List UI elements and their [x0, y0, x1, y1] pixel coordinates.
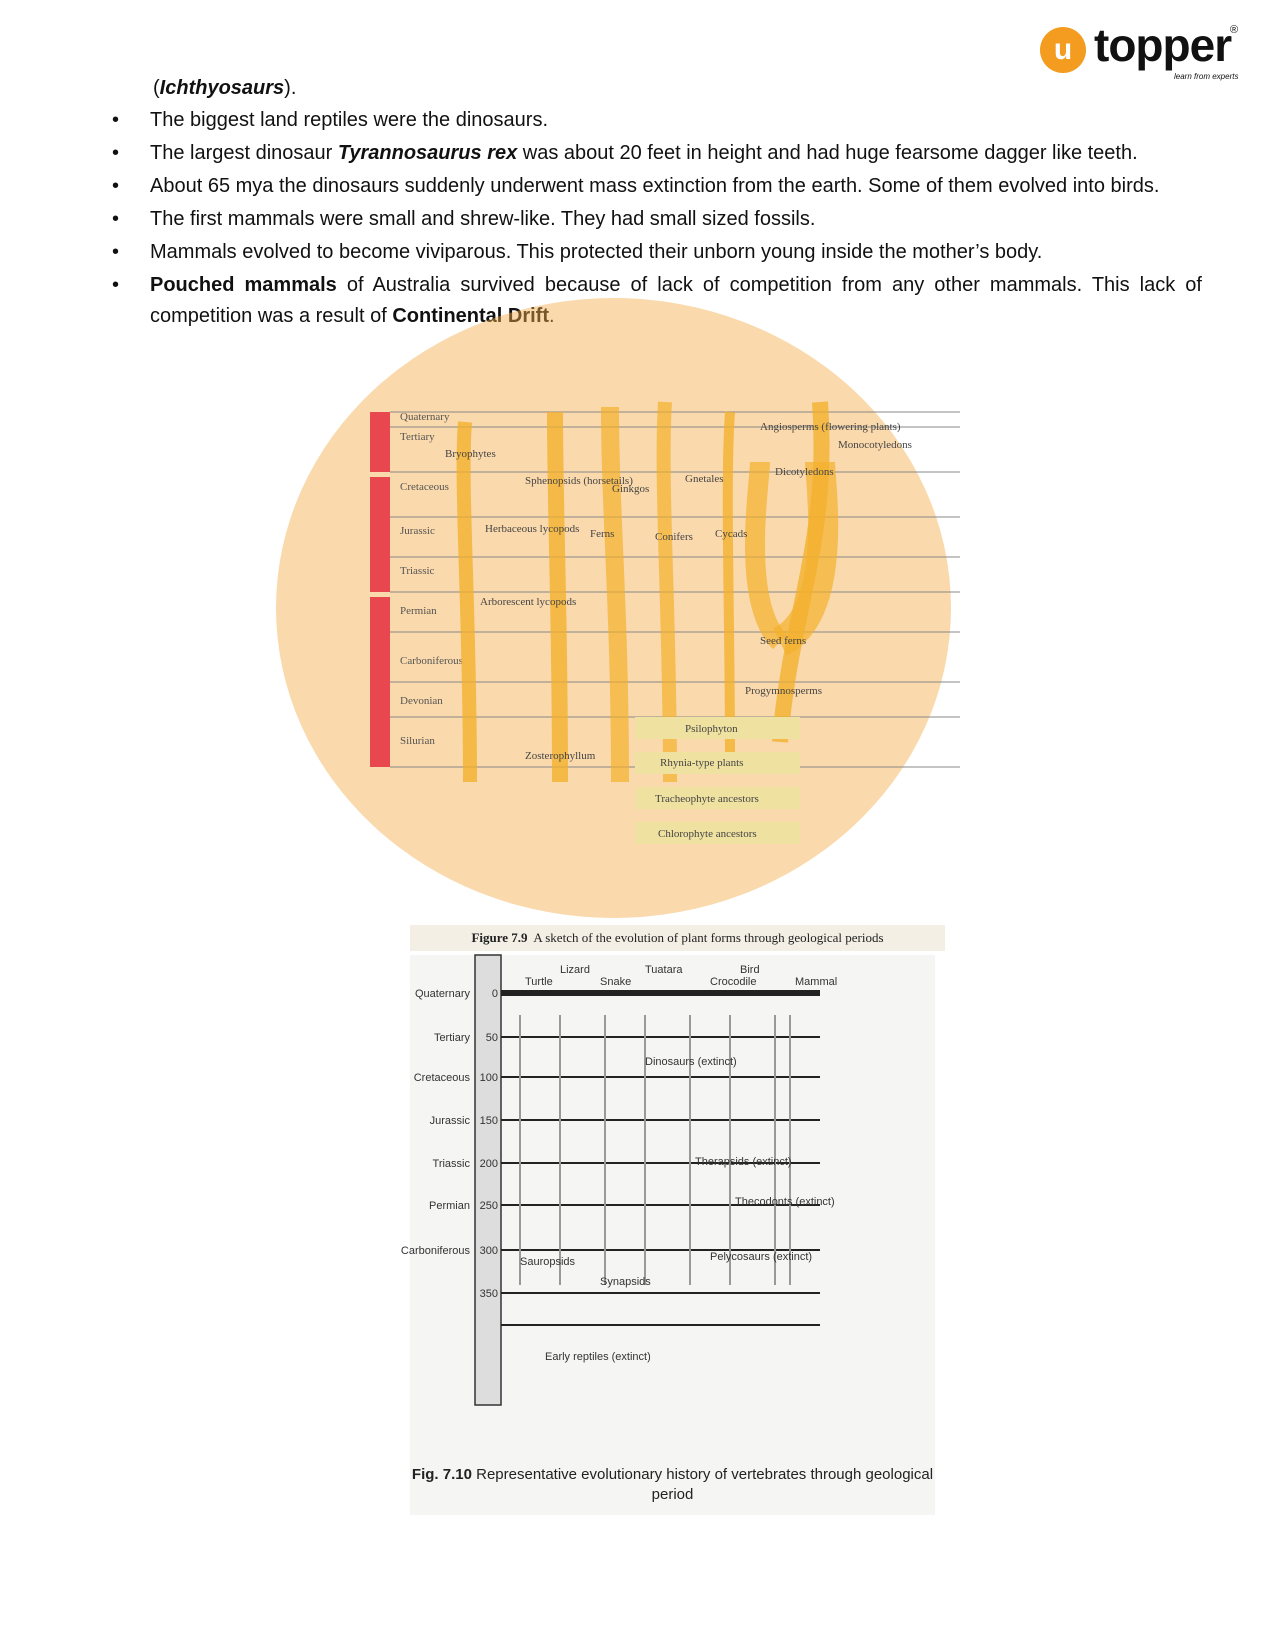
era-label: Carboniferous	[400, 655, 463, 667]
plant-label: Ginkgos	[612, 483, 650, 495]
bold-term: Pouched mammals	[150, 274, 337, 296]
plant-label: Tracheophyte ancestors	[655, 793, 759, 805]
bullet-item: • The largest dinosaur Tyrannosaurus rex was about 20 feet in height and had huge fearsome dagger like teeth.	[112, 138, 1202, 169]
plant-label: Cycads	[715, 528, 748, 540]
period-label: Cretaceous	[413, 1072, 470, 1084]
plant-label: Rhynia-type plants	[660, 757, 744, 769]
group-label: Therapsids (extinct)	[695, 1156, 792, 1168]
animal-label: Tuatara	[645, 964, 683, 976]
plant-label: Zosterophyllum	[525, 750, 596, 762]
figure-7-9-label: Figure 7.9	[471, 930, 528, 945]
animal-label: Lizard	[560, 964, 590, 976]
bold-term: Continental Drift	[392, 305, 549, 327]
plant-label: Angiosperms (flowering plants)	[760, 421, 901, 433]
era-label: Jurassic	[400, 525, 435, 537]
tick-label: 50	[485, 1032, 498, 1044]
logo-tagline: learn from experts	[1174, 72, 1239, 81]
bullet-dot: •	[112, 208, 120, 230]
logo-wordmark: topper	[1094, 19, 1232, 71]
period-label: Jurassic	[429, 1115, 470, 1127]
animal-label: Snake	[600, 976, 632, 988]
plant-label: Arborescent lycopods	[480, 596, 577, 608]
plant-evolution-figure	[360, 362, 980, 942]
era-label: Cretaceous	[400, 481, 449, 493]
animal-label: Mammal	[795, 976, 838, 988]
plant-label: Bryophytes	[445, 448, 496, 460]
tick-label: 0	[491, 988, 498, 1000]
period-label: Quaternary	[414, 988, 470, 1000]
tick-label: 300	[479, 1245, 498, 1257]
group-label: Pelycosaurs (extinct)	[710, 1251, 813, 1263]
figure-7-9-caption	[410, 925, 945, 951]
plant-label: Chlorophyte ancestors	[658, 828, 757, 840]
tick-label: 350	[479, 1288, 498, 1300]
plant-label: Ferns	[590, 528, 615, 540]
bullet-dot: •	[112, 241, 120, 263]
intro-text: (Ichthyosaurs).	[153, 77, 297, 99]
plant-label: Herbaceous lycopods	[485, 523, 580, 535]
bullet-dot: •	[112, 142, 120, 164]
era-label: Permian	[400, 605, 437, 617]
bullet-item: • The first mammals were small and shrew-like. They had small sized fossils.	[112, 204, 1202, 235]
animal-label: Bird	[740, 964, 760, 976]
era-label: Quaternary	[400, 411, 450, 423]
plant-label: Sphenopsids (horsetails)	[525, 475, 633, 487]
bullet-dot: •	[112, 274, 120, 296]
figure-7-10-label: Fig. 7.10	[411, 1466, 472, 1483]
plant-label: Dicotyledons	[775, 466, 834, 478]
era-label: Tertiary	[400, 431, 435, 443]
plant-label: Psilophyton	[685, 723, 738, 735]
bullet-dot: •	[112, 109, 120, 131]
time-column	[475, 955, 501, 1405]
group-label: Early reptiles (extinct)	[545, 1351, 651, 1363]
vertebrate-evolution-figure	[400, 955, 935, 1515]
plant-label: Gnetales	[685, 473, 724, 485]
tick-label: 250	[479, 1200, 498, 1212]
figure-7-10-text: Representative evolutionary history of vertebrates through geological period	[476, 1466, 934, 1503]
era-label: Silurian	[400, 735, 435, 747]
period-label: Tertiary	[433, 1032, 470, 1044]
group-label: Sauropsids	[520, 1256, 576, 1268]
era-label: Devonian	[400, 695, 443, 707]
group-label: Thecodonts (extinct)	[735, 1196, 835, 1208]
figure-7-9-text: A sketch of the evolution of plant forms through geological periods	[533, 930, 884, 945]
mesozoic-bar	[370, 477, 390, 592]
figure-7-10-caption	[410, 1465, 935, 1505]
cenozoic-bar	[370, 412, 390, 472]
group-label: Synapsids	[600, 1276, 651, 1288]
tick-label: 200	[479, 1158, 498, 1170]
plant-label: Seed ferns	[760, 635, 807, 647]
intro-line	[153, 73, 296, 104]
utopper-logo	[1040, 19, 1240, 84]
vertebrate-diagram	[400, 955, 935, 1465]
animal-label: Crocodile	[710, 976, 757, 988]
bullet-item: • Pouched mammals of Australia survived because of lack of competition from any other mammals. This lack of competition was a result of Continental Drift.	[112, 270, 1202, 332]
plant-label: Monocotyledons	[838, 439, 912, 451]
era-label: Triassic	[400, 565, 435, 577]
bullet-dot: •	[112, 175, 120, 197]
bold-term: Tyrannosaurus rex	[337, 142, 518, 164]
intro-term: Ichthyosaurs	[159, 77, 285, 99]
paleozoic-bar	[370, 597, 390, 767]
bullet-item: • Mammals evolved to become viviparous. This protected their unborn young inside the mother’s body.	[112, 237, 1202, 268]
period-label: Carboniferous	[400, 1245, 470, 1257]
plant-label: Conifers	[655, 531, 693, 543]
period-label: Permian	[429, 1200, 470, 1212]
animal-label: Turtle	[525, 976, 553, 988]
plant-label: Progymnosperms	[745, 685, 822, 697]
group-label: Dinosaurs (extinct)	[645, 1056, 737, 1068]
bullet-item: • About 65 mya the dinosaurs suddenly underwent mass extinction from the earth. Some of them evolved into birds.	[112, 171, 1202, 202]
tick-label: 150	[479, 1115, 498, 1127]
period-label: Triassic	[432, 1158, 470, 1170]
bullet-list	[112, 105, 1202, 334]
tick-label: 100	[479, 1072, 498, 1084]
bullet-item: • The biggest land reptiles were the dinosaurs.	[112, 105, 1202, 136]
registered-mark: ®	[1230, 24, 1239, 36]
logo-initial: u	[1053, 33, 1073, 66]
